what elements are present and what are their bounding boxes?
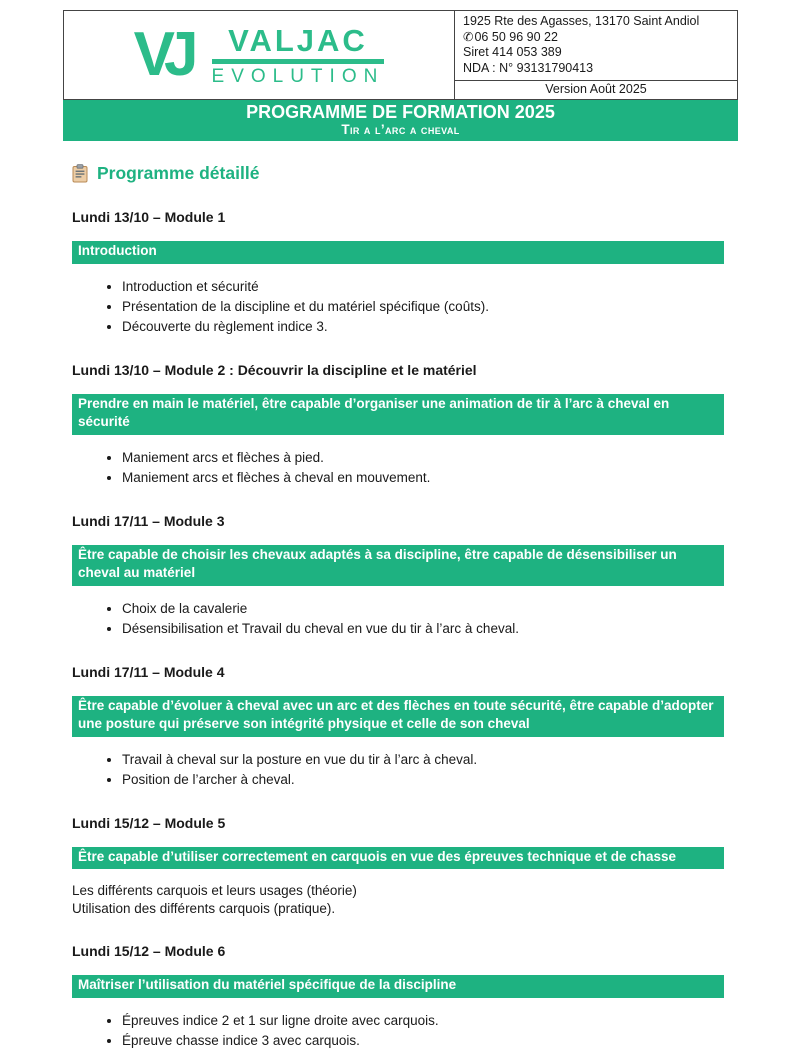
logo bbox=[64, 11, 454, 99]
bullet-item: • Choix de la cavalerie bbox=[122, 599, 724, 619]
phone-number: 06 50 96 90 22 bbox=[474, 29, 558, 44]
bullet-list bbox=[72, 277, 724, 337]
bullet-item: • Présentation de la discipline et du matériel spécifique (coûts). bbox=[122, 297, 724, 317]
title-banner bbox=[63, 100, 738, 141]
section-heading: Lundi 13/10 – Module 2 : Découvrir la discipline et le matériel bbox=[72, 361, 477, 378]
page-title: Programme détaillé bbox=[97, 163, 260, 183]
siret-line: Siret 414 053 389 bbox=[463, 45, 562, 59]
section-heading: Lundi 17/11 – Module 4 bbox=[72, 663, 225, 680]
banner-title: PROGRAMME DE FORMATION 2025 bbox=[246, 102, 555, 122]
paragraph-line: Utilisation des différents carquois (pratique). bbox=[72, 901, 336, 916]
clipboard-icon bbox=[72, 164, 88, 183]
bullet-item: • Désensibilisation et Travail du cheval en vue du tir à l’arc à cheval. bbox=[122, 619, 724, 639]
bullet-item: • Position de l’archer à cheval. bbox=[122, 770, 724, 790]
section-heading: Lundi 15/12 – Module 5 bbox=[72, 814, 226, 831]
bullet-item: • Maniement arcs et flèches à pied. bbox=[122, 448, 724, 468]
section-bar: Prendre en main le matériel, être capable d’organiser une animation de tir à l’arc à cheval en sécurité bbox=[72, 394, 724, 435]
section-bar: Être capable d’utiliser correctement en carquois en vue des épreuves technique et de chasse bbox=[72, 847, 724, 870]
bullet-item: • Travail à cheval sur la posture en vue du tir à l’arc à cheval. bbox=[122, 750, 724, 770]
document-page bbox=[0, 10, 791, 1048]
bullet-item: • Introduction et sécurité bbox=[122, 277, 724, 297]
document-body bbox=[72, 163, 724, 1051]
phone-icon: ✆ bbox=[463, 29, 474, 44]
section-heading: Lundi 13/10 – Module 1 bbox=[72, 209, 226, 225]
section-heading: Lundi 15/12 – Module 6 bbox=[72, 943, 226, 959]
bullet-item: • Découverte du règlement indice 3. bbox=[122, 317, 724, 337]
section-heading: Lundi 17/11 – Module 3 bbox=[72, 512, 225, 529]
brand-name: VALJAC bbox=[228, 22, 368, 58]
header bbox=[63, 10, 738, 100]
contact-block bbox=[454, 11, 737, 99]
brand-underline bbox=[212, 59, 385, 64]
contact-info bbox=[455, 11, 737, 80]
version-label: Version Août 2025 bbox=[455, 80, 737, 99]
bullet-list bbox=[72, 750, 724, 790]
address-line: 1925 Rte des Agasses, 13170 Saint Andiol bbox=[463, 14, 700, 28]
doc-title-row bbox=[72, 163, 724, 184]
brand-subname: EVOLUTION bbox=[211, 65, 385, 87]
paragraph-block bbox=[72, 882, 724, 918]
logo-monogram: VJ bbox=[133, 19, 188, 89]
section-bar: Être capable d’évoluer à cheval avec un arc et des flèches en toute sécurité, être capable d’adopter une posture qui préserve son intégrité physique et celle de son cheval bbox=[72, 696, 724, 737]
bullet-item: • Épreuve chasse indice 3 avec carquois. bbox=[122, 1031, 724, 1051]
paragraph-line: Les différents carquois et leurs usages (théorie) bbox=[72, 883, 357, 898]
nda-line: NDA : N° 93131790413 bbox=[463, 60, 594, 75]
banner-subtitle: Tir a l’arc a cheval bbox=[341, 122, 460, 137]
section-bar: Introduction bbox=[72, 241, 724, 264]
bullet-list bbox=[72, 599, 724, 639]
bullet-item: • Épreuves indice 2 et 1 sur ligne droite avec carquois. bbox=[122, 1011, 724, 1031]
bullet-item: • Maniement arcs et flèches à cheval en mouvement. bbox=[122, 468, 724, 488]
bullet-list bbox=[72, 1011, 724, 1051]
logo-wordmark bbox=[211, 22, 385, 87]
section-bar: Maîtriser l’utilisation du matériel spécifique de la discipline bbox=[72, 975, 724, 998]
bullet-list bbox=[72, 448, 724, 488]
section-bar: Être capable de choisir les chevaux adaptés à sa discipline, être capable de désensibiliser un cheval au matériel bbox=[72, 545, 724, 586]
phone-line bbox=[463, 30, 729, 46]
